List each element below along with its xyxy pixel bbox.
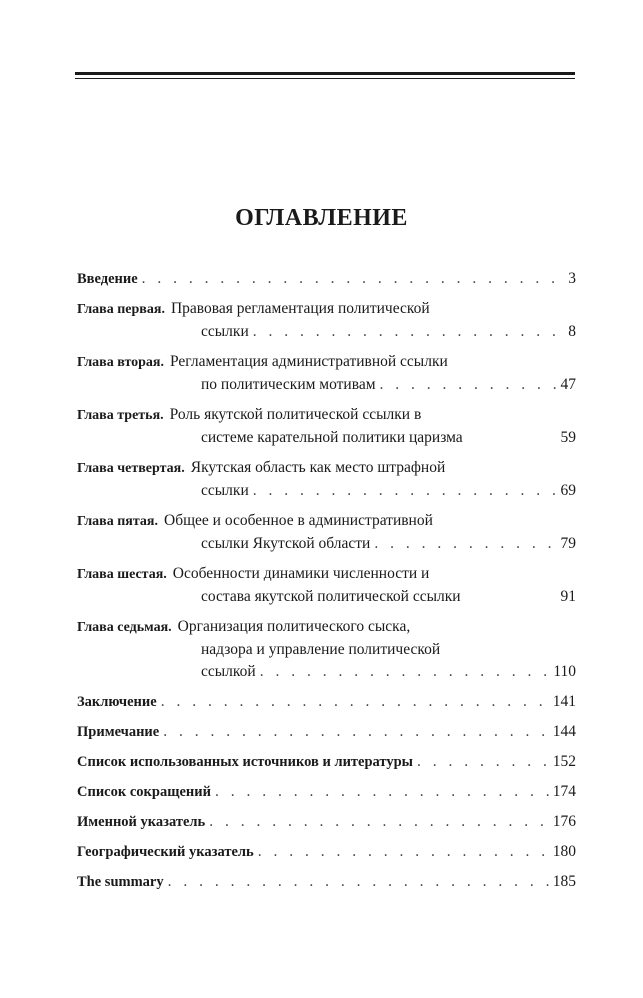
chapter-title-line-2: ссылки xyxy=(201,482,249,499)
header-rule-thick xyxy=(75,72,575,75)
toc-entry-introduction xyxy=(77,268,576,290)
toc-page: 3 xyxy=(568,270,576,287)
toc-entry-chapter-3 xyxy=(77,404,576,449)
toc-page: 91 xyxy=(560,588,576,605)
toc-label: Заключение xyxy=(77,694,157,710)
leader-dots xyxy=(374,533,556,555)
toc-entry-chapter-7 xyxy=(77,616,576,683)
leader-dots xyxy=(417,751,549,773)
chapter-title-line-1: Правовая регламентация политической xyxy=(170,300,430,317)
leader-dots xyxy=(258,841,549,863)
chapter-title-line-1: Особенности динамики численности и xyxy=(172,565,430,582)
toc-label: Географический указатель xyxy=(77,844,254,860)
leader-dots xyxy=(253,480,557,502)
toc-entry-notes xyxy=(77,721,576,743)
toc-page: 144 xyxy=(552,723,576,740)
toc-page: 79 xyxy=(560,535,576,552)
chapter-prefix: Глава третья. xyxy=(77,408,164,423)
toc-label: Введение xyxy=(77,271,138,287)
page-title: ОГЛАВЛЕНИЕ xyxy=(235,205,408,231)
leader-dots xyxy=(161,691,549,713)
chapter-title-line-1: Общее и особенное в административной xyxy=(164,512,433,529)
toc-entry-bibliography xyxy=(77,751,576,773)
toc-page: 185 xyxy=(552,873,576,890)
toc-entry-chapter-6 xyxy=(77,563,576,608)
toc-entry-abbreviations xyxy=(77,781,576,803)
chapter-prefix: Глава шестая. xyxy=(77,567,167,582)
leader-dots xyxy=(209,811,549,833)
toc-label: Список сокращений xyxy=(77,784,211,800)
toc-page: 176 xyxy=(552,813,576,830)
chapter-prefix: Глава четвертая. xyxy=(77,461,185,476)
chapter-title-line-2: надзора и управление политической xyxy=(201,641,441,658)
toc-entry-chapter-2 xyxy=(77,351,576,396)
toc-entry-conclusion xyxy=(77,691,576,713)
chapter-title-line-2: состава якутской политической ссылки xyxy=(201,588,461,605)
toc-page: 110 xyxy=(553,663,576,680)
chapter-title-line-1: Роль якутской политической ссылки в xyxy=(169,406,422,423)
toc-label: Именной указатель xyxy=(77,814,206,830)
toc-entry-chapter-1 xyxy=(77,298,576,343)
chapter-prefix: Глава пятая. xyxy=(77,514,159,529)
leader-dots xyxy=(380,374,557,396)
chapter-title-line-1: Организация политического сыска, xyxy=(177,618,411,635)
toc-entry-chapter-5 xyxy=(77,510,576,555)
header-rule-thin xyxy=(75,78,575,79)
toc-page: 180 xyxy=(552,843,576,860)
toc-entry-summary xyxy=(77,871,576,893)
leader-dots xyxy=(215,781,549,803)
toc-entry-geographic-index xyxy=(77,841,576,863)
toc-label: Примечание xyxy=(77,724,160,740)
leader-dots xyxy=(142,268,565,290)
chapter-title-line-3: ссылкой xyxy=(201,663,256,680)
toc-entry-name-index xyxy=(77,811,576,833)
leader-dots xyxy=(260,661,550,683)
chapter-title-line-2: ссылки xyxy=(201,323,249,340)
chapter-prefix: Глава вторая. xyxy=(77,355,165,370)
chapter-prefix: Глава первая. xyxy=(77,302,165,317)
chapter-prefix: Глава седьмая. xyxy=(77,620,172,635)
leader-dots xyxy=(163,721,549,743)
chapter-title-line-1: Регламентация административной ссылки xyxy=(170,353,448,370)
toc-page: 47 xyxy=(560,376,576,393)
toc-label: Список использованных источников и литературы xyxy=(77,754,413,770)
toc-entry-chapter-4 xyxy=(77,457,576,502)
leader-dots xyxy=(253,321,565,343)
chapter-title-line-2: по политическим мотивам xyxy=(201,376,376,393)
toc-page: 141 xyxy=(552,693,576,710)
leader-dots xyxy=(168,871,549,893)
toc-page: 69 xyxy=(560,482,576,499)
toc-page: 152 xyxy=(552,753,576,770)
table-of-contents xyxy=(77,268,576,901)
chapter-title-line-2: системе карательной политики царизма xyxy=(201,429,463,446)
toc-page: 59 xyxy=(560,429,576,446)
toc-page: 8 xyxy=(568,323,576,340)
toc-page: 174 xyxy=(552,783,576,800)
toc-label: The summary xyxy=(77,874,164,890)
chapter-title-line-2: ссылки Якутской области xyxy=(201,535,371,552)
chapter-title-line-1: Якутская область как место штрафной xyxy=(190,459,446,476)
